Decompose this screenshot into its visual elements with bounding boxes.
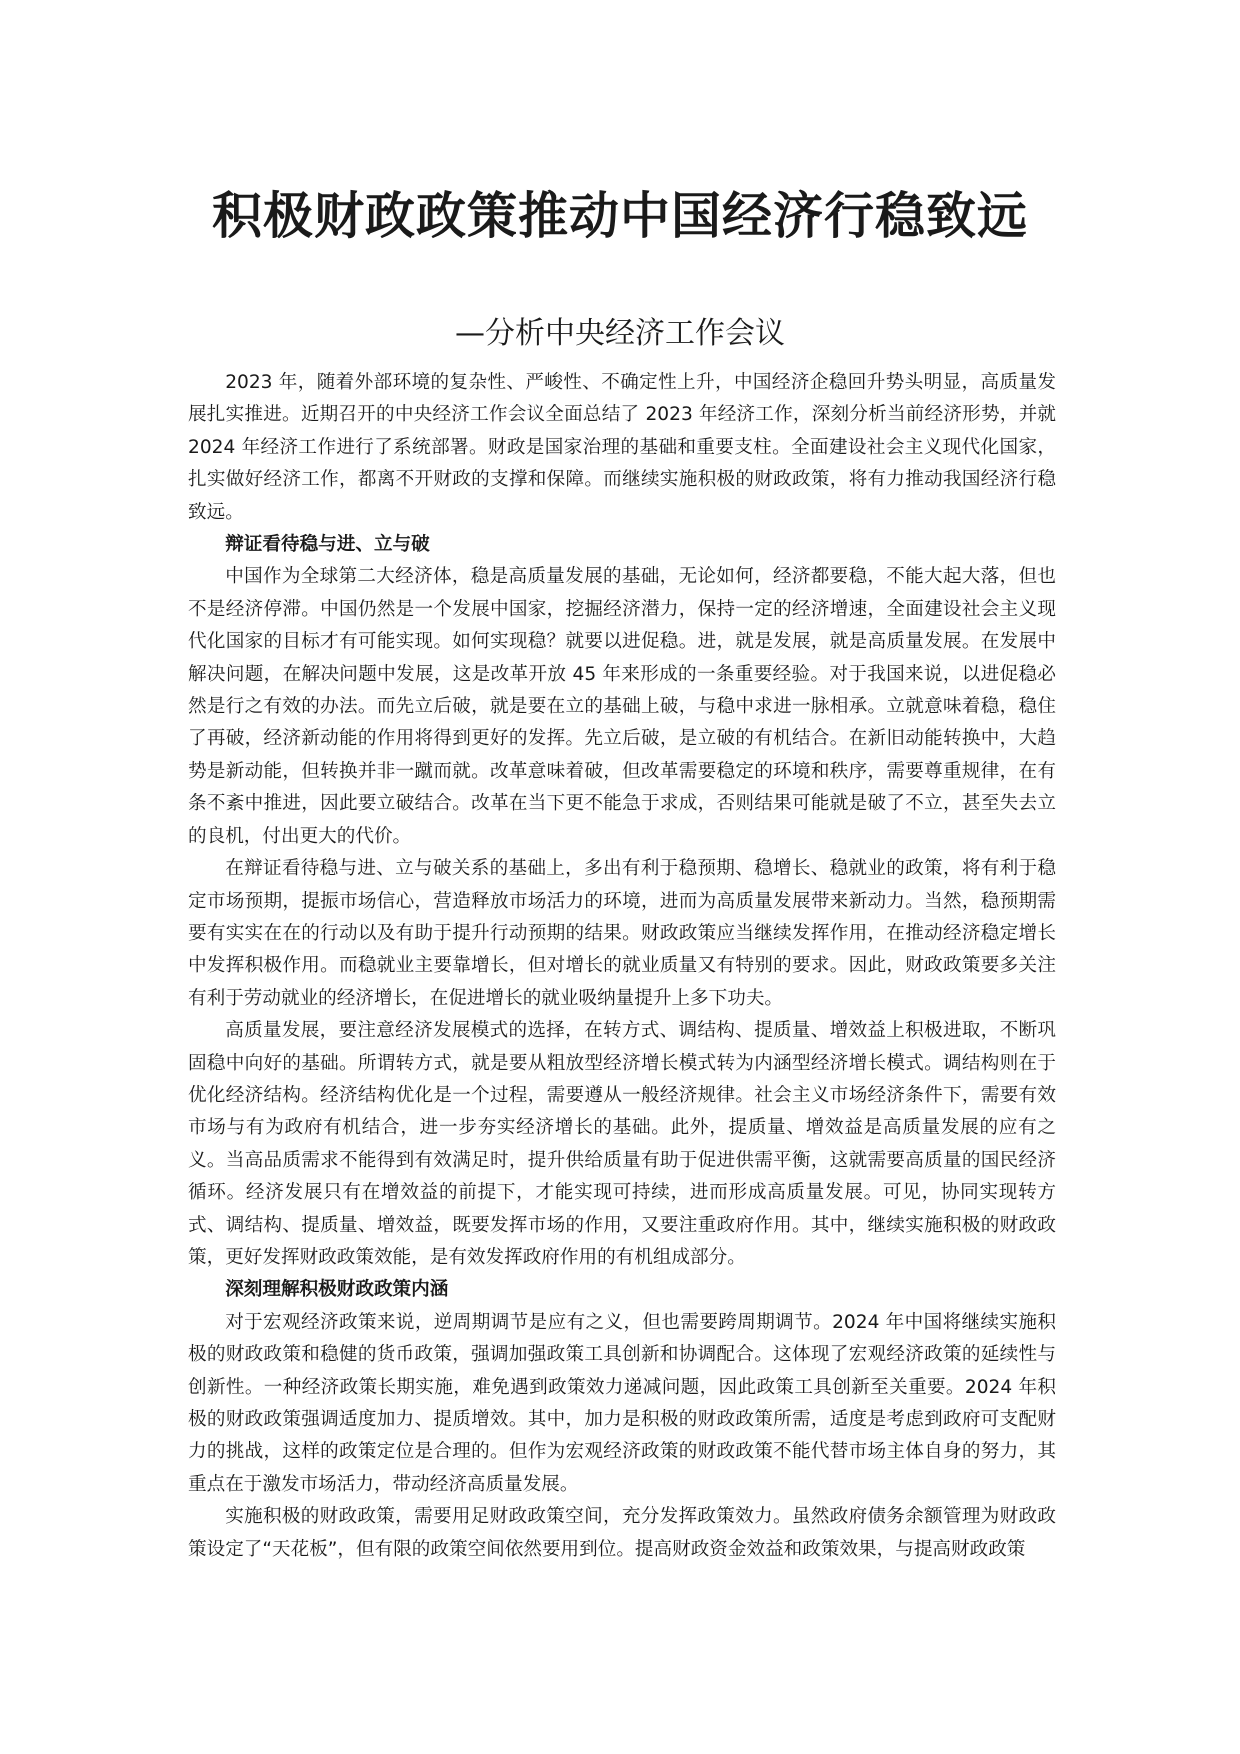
paragraph-fiscal-1: 对于宏观经济政策来说，逆周期调节是应有之义，但也需要跨周期调节。2024 年中国将继续实施积极的财政政策和稳健的货币政策，强调加强政策工具创新和协调配合。这体现了宏观经济政策的延续性与创新性。一种经济政策长期实施，难免遇到政策效力递减问题，因此政策工具创新至关重要。2024 年积极的财政政策强调适度加力、提质增效。其中，加力是积极的财政政策所需，适度是考虑到政府可支配财力的挑战，这样的政策定位是合理的。但作为宏观经济政策的财政政策不能代替市场主体自身的努力，其重点在于激发市场活力，带动经济高质量发展。 (188, 1311, 1056, 1495)
paragraph-fiscal-2: 实施积极的财政政策，需要用足财政政策空间，充分发挥政策效力。虽然政府债务余额管理为财政政策设定了“天花板”，但有限的政策空间依然要用到位。提高财政资金效益和政策效果，与提高财政政策 (188, 1506, 1056, 1560)
paragraph-stability-1: 中国作为全球第二大经济体，稳是高质量发展的基础，无论如何，经济都要稳，不能大起大落，但也不是经济停滞。中国仍然是一个发展中国家，挖掘经济潜力，保持一定的经济增速，全面建设社会主义现代化国家的目标才有可能实现。如何实现稳？就要以进促稳。进，就是发展，就是高质量发展。在发展中解决问题，在解决问题中发展，这是改革开放 45 年来形成的一条重要经验。对于我国来说，以进促稳必然是行之有效的办法。而先立后破，就是要在立的基础上破，与稳中求进一脉相承。立就意味着稳，稳住了再破，经济新动能的作用将得到更好的发挥。先立后破，是立破的有机结合。在新旧动能转换中，大趋势是新动能，但转换并非一蹴而就。改革意味着破，但改革需要稳定的环境和秩序，需要尊重规律，在有条不紊中推进，因此要立破结合。改革在当下更不能急于求成，否则结果可能就是破了不立，甚至失去立的良机，付出更大的代价。 (188, 566, 1056, 847)
article-title: 积极财政政策推动中国经济行稳致远 (212, 187, 1028, 245)
article-subtitle: —分析中央经济工作会议 (455, 316, 785, 351)
paragraph-stability-3: 高质量发展，要注意经济发展模式的选择，在转方式、调结构、提质量、增效益上积极进取，不断巩固稳中向好的基础。所谓转方式，就是要从粗放型经济增长模式转为内涵型经济增长模式。调结构则在于优化经济结构。经济结构优化是一个过程，需要遵从一般经济规律。社会主义市场经济条件下，需要有效市场与有为政府有机结合，进一步夯实经济增长的基础。此外，提质量、增效益是高质量发展的应有之义。当高品质需求不能得到有效满足时，提升供给质量有助于促进供需平衡，这就需要高质量的国民经济循环。经济发展只有在增效益的前提下，才能实现可持续，进而形成高质量发展。可见，协同实现转方式、调结构、提质量、增效益，既要发挥市场的作用，又要注重政府作用。其中，继续实施积极的财政政策，更好发挥财政政策效能，是有效发挥政府作用的有机组成部分。 (188, 1020, 1056, 1268)
paragraph-stability-2: 在辩证看待稳与进、立与破关系的基础上，多出有利于稳预期、稳增长、稳就业的政策，将有利于稳定市场预期，提振市场信心，营造释放市场活力的环境，进而为高质量发展带来新动力。当然，稳预期需要有实实在在的行动以及有助于提升行动预期的结果。财政政策应当继续发挥作用，在推动经济稳定增长中发挥积极作用。而稳就业主要靠增长，但对增长的就业质量又有特别的要求。因此，财政政策要多关注有利于劳动就业的经济增长，在促进增长的就业吸纳量提升上多下功夫。 (188, 858, 1056, 1009)
article-body (188, 367, 1056, 1566)
paragraph-intro: 2023 年，随着外部环境的复杂性、严峻性、不确定性上升，中国经济企稳回升势头明显，高质量发展扎实推进。近期召开的中央经济工作会议全面总结了 2023 年经济工作，深刻分析当前经济形势，并就 2024 年经济工作进行了系统部署。财政是国家治理的基础和重要支柱。全面建设社会主义现代化国家，扎实做好经济工作，都离不开财政的支撑和保障。而继续实施积极的财政政策，将有力推动我国经济行稳致远。 (188, 372, 1056, 523)
section-heading-fiscal-policy: 深刻理解积极财政政策内涵 (225, 1279, 449, 1301)
section-heading-stability: 辩证看待稳与进、立与破 (225, 534, 430, 556)
